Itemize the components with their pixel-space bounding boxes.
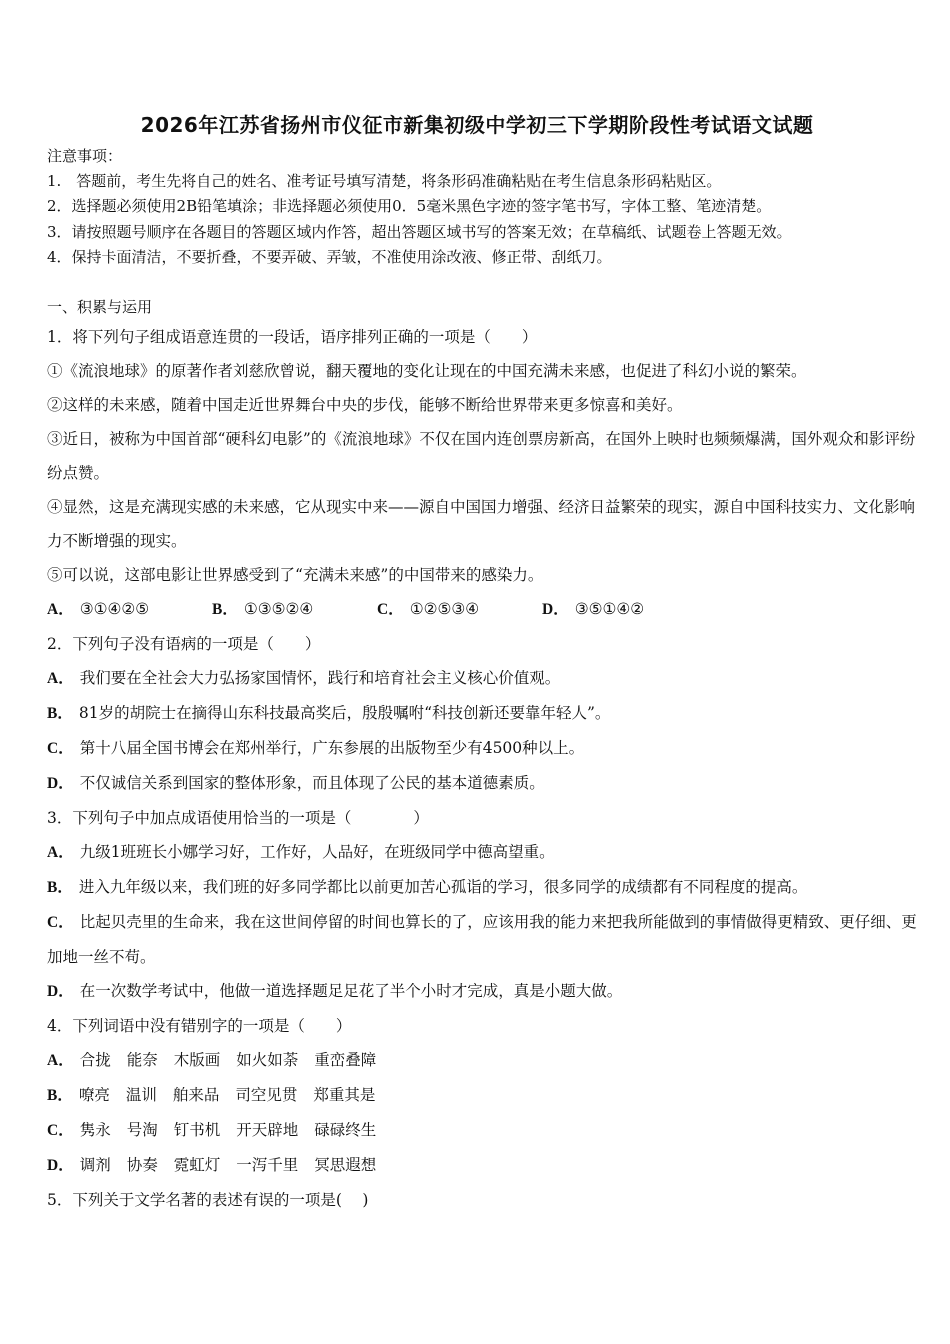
sentence: ⑤可以说，这部电影让世界感受到了“充满未来感”的中国带来的感染力。 (47, 566, 544, 585)
option-c[interactable]: C． 隽永 号淘 钉书机 开天辟地 碌碌终生 (47, 1121, 377, 1140)
option-b[interactable]: B． 81岁的胡院士在摘得山东科技最高奖后，殷殷嘱咐“科技创新还要靠年轻人”。 (47, 704, 611, 723)
question-4-stem: 4．下列词语中没有错别字的一项是（ ） (47, 1017, 352, 1036)
option-b[interactable]: B． 嘹亮 温训 舶来品 司空见贯 郑重其是 (47, 1086, 376, 1105)
option-c[interactable]: C． 比起贝壳里的生命来，我在这世间停留的时间也算长的了，应该用我的能力来把我所能做到的事情做得更精致、更仔细、更加地一丝不苟。 (47, 913, 917, 967)
question-3-stem: 3．下列句子中加点成语使用恰当的一项是（ ） (47, 809, 429, 828)
sentence: ③近日，被称为中国首部“硬科幻电影”的《流浪地球》不仅在国内连创票房新高，在国外上映时也频频爆满，国外观众和影评纷纷点赞。 (47, 430, 916, 483)
sentence: ①《流浪地球》的原著作者刘慈欣曾说，翻天覆地的变化让现在的中国充满未来感，也促进了科幻小说的繁荣。 (47, 362, 807, 381)
note-item: 1. 答题前，考生先将自己的姓名、准考证号填写清楚，将条形码准确粘贴在考生信息条形码粘贴区。 (47, 172, 722, 191)
question-5-stem: 5．下列关于文学名著的表述有误的一项是( ) (47, 1191, 369, 1210)
sentence: ②这样的未来感，随着中国走近世界舞台中央的步伐，能够不断给世界带来更多惊喜和美好。 (47, 396, 683, 415)
option-a[interactable]: A． 九级1班班长小娜学习好，工作好，人品好，在班级同学中德高望重。 (47, 843, 555, 862)
section-heading: 一、积累与运用 (47, 298, 153, 317)
option-c[interactable]: C． ①②⑤③④ (377, 600, 480, 619)
option-b[interactable]: B． ①③⑤②④ (212, 600, 314, 619)
option-b[interactable]: B． 进入九年级以来，我们班的好多同学都比以前更加苦心孤诣的学习，很多同学的成绩都有不同程度的提高。 (47, 878, 808, 897)
exam-page (47, 110, 917, 1217)
option-d[interactable]: D． ③⑤①④② (542, 600, 645, 619)
page-title: 2026年江苏省扬州市仪征市新集初级中学初三下学期阶段性考试语文试题 (140, 113, 814, 137)
note-item: 3．请按照题号顺序在各题目的答题区域内作答，超出答题区域书写的答案无效；在草稿纸、试题卷上答题无效。 (47, 222, 792, 241)
option-c[interactable]: C． 第十八届全国书博会在郑州举行，广东参展的出版物至少有4500种以上。 (47, 739, 585, 758)
question-2-stem: 2．下列句子没有语病的一项是（ ） (47, 635, 321, 654)
question-1-stem: 1．将下列句子组成语意连贯的一段话，语序排列正确的一项是（ ） (47, 328, 538, 347)
option-d[interactable]: D． 不仅诚信关系到国家的整体形象，而且体现了公民的基本道德素质。 (47, 774, 545, 793)
note-item: 4．保持卡面清洁，不要折叠，不要弄破、弄皱，不准使用涂改液、修正带、刮纸刀。 (47, 247, 612, 266)
note-item: 2．选择题必须使用2B铅笔填涂；非选择题必须使用0．5毫米黑色字迹的签字笔书写，字体工整、笔迹清楚。 (47, 197, 772, 216)
notes-heading: 注意事项： (47, 147, 123, 165)
question-1-options (47, 592, 917, 627)
option-d[interactable]: D． 调剂 协奏 霓虹灯 一泻千里 冥思遐想 (47, 1156, 377, 1175)
option-d[interactable]: D． 在一次数学考试中，他做一道选择题足足花了半个小时才完成，真是小题大做。 (47, 982, 623, 1001)
option-a[interactable]: A． ③①④②⑤ (47, 600, 150, 619)
option-a[interactable]: A． 合拢 能奈 木版画 如火如荼 重峦叠障 (47, 1051, 377, 1070)
notes (47, 144, 917, 270)
option-a[interactable]: A． 我们要在全社会大力弘扬家国情怀，践行和培育社会主义核心价值观。 (47, 669, 561, 688)
sentence: ④显然，这是充满现实感的未来感，它从现实中来——源自中国国力增强、经济日益繁荣的现实，源自中国科技实力、文化影响力不断增强的现实。 (47, 498, 916, 551)
